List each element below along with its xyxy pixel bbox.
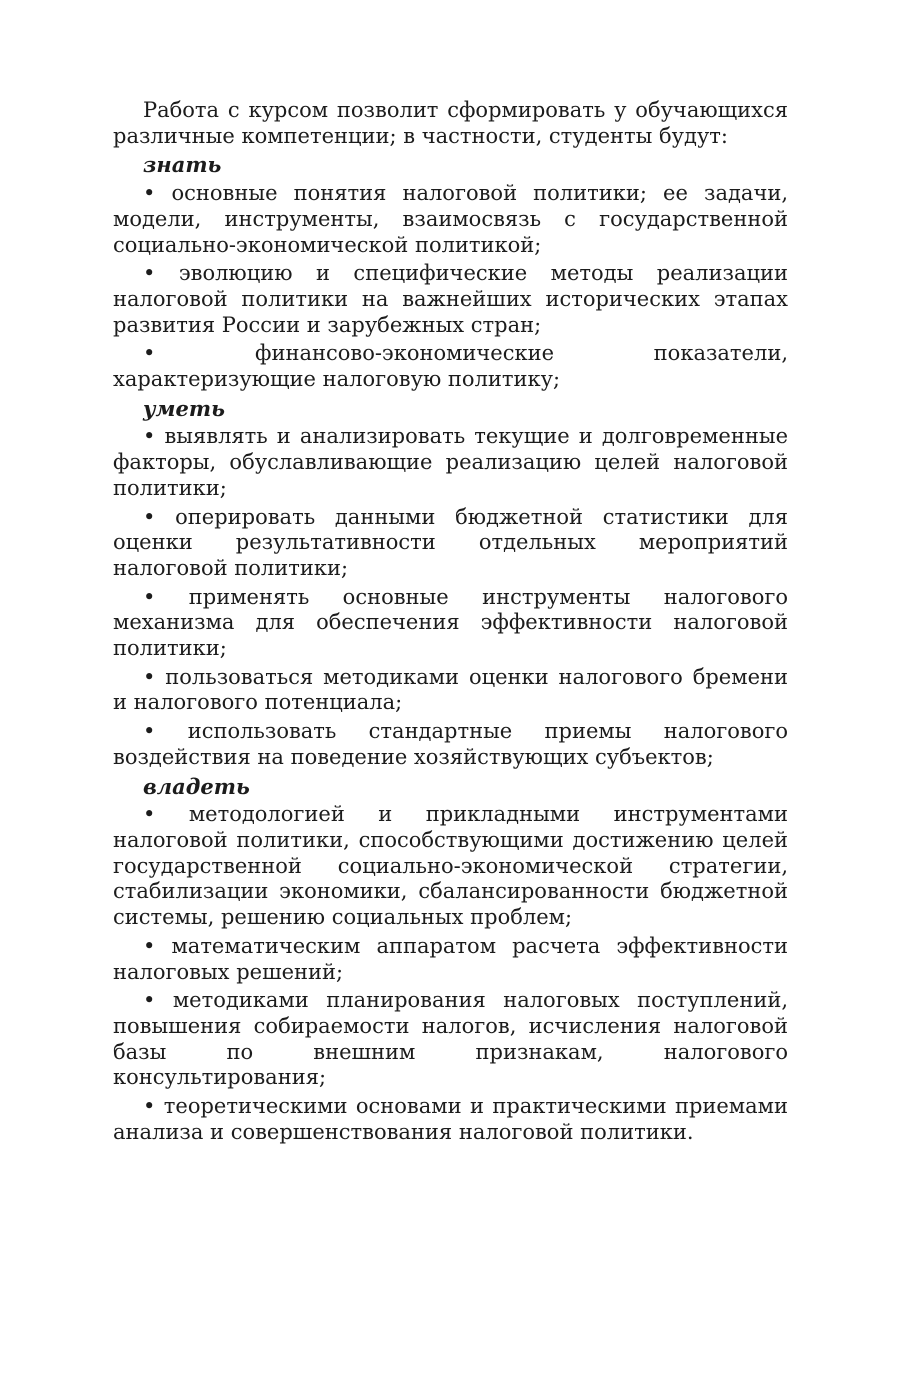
list-item: • применять основные инструменты налогового механизма для обеспечения эффективности налоговой политики;	[113, 584, 788, 661]
document-page	[113, 98, 788, 1148]
section-heading-master: владеть	[143, 773, 250, 799]
list-item: • использовать стандартные приемы налогового воздействия на поведение хозяйствующих субъектов;	[113, 719, 788, 769]
list-item: • пользоваться методиками оценки налогового бремени и налогового потенциала;	[113, 664, 788, 715]
list-item: • оперировать данными бюджетной статистики для оценки результативности отдельных мероприятий налоговой политики;	[113, 504, 788, 580]
list-item: • выявлять и анализировать текущие и долговременные факторы, обуславливающие реализацию целей налоговой политики;	[113, 424, 788, 500]
section-heading-know: знать	[143, 152, 222, 178]
list-item: • теоретическими основами и практическими приемами анализа и совершенствования налоговой политики.	[113, 1094, 788, 1144]
list-item: • финансово-экономические показатели, характеризующие налоговую политику;	[113, 341, 788, 392]
list-item: • методологией и прикладными инструментами налоговой политики, способствующими достижению целей государственной социально-экономической стратегии, стабилизации экономики, сбалансированности бюджетной системы, решению социальных проблем;	[113, 802, 788, 930]
list-item: • основные понятия налоговой политики; ее задачи, модели, инструменты, взаимосвязь с государственной социально-экономической политикой;	[113, 181, 788, 257]
list-item: • методиками планирования налоговых поступлений, повышения собираемости налогов, исчисления налоговой базы по внешним признакам, налогового консультирования;	[113, 988, 788, 1090]
section-heading-able: уметь	[143, 395, 225, 421]
list-item: • математическим аппаратом расчета эффективности налоговых решений;	[113, 933, 788, 984]
list-item: • эволюцию и специфические методы реализации налоговой политики на важнейших исторических этапах развития России и зарубежных стран;	[113, 261, 788, 337]
intro-paragraph: Работа с курсом позволит сформировать у обучающихся различные компетенции; в частности, студенты будут:	[113, 98, 788, 148]
